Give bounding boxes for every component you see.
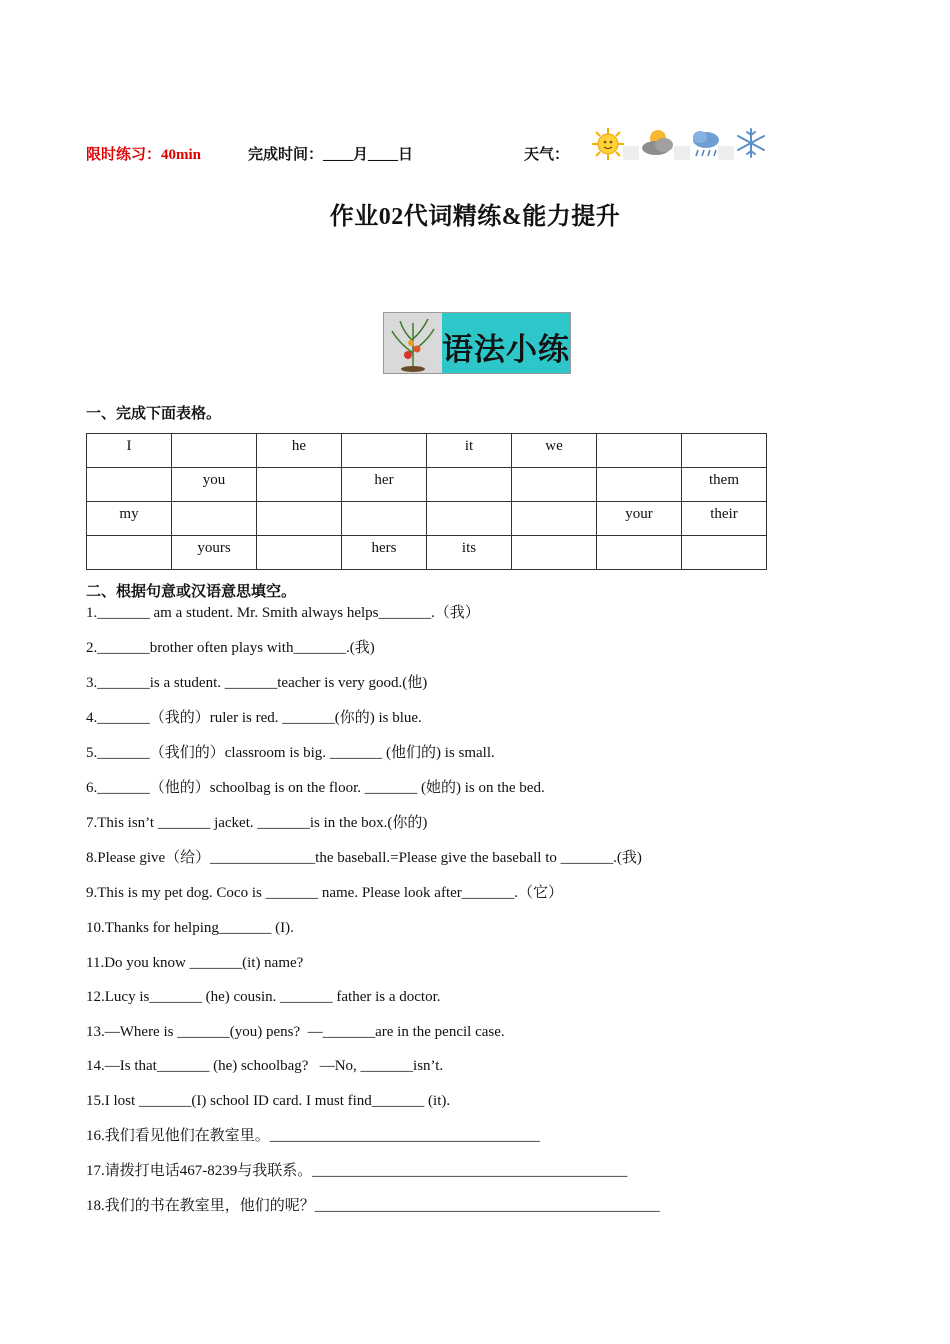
question-item: 1._______ am a student. Mr. Smith always helps_______.（我）: [86, 605, 480, 621]
table-cell[interactable]: [172, 434, 257, 468]
question-item: 15.I lost _______(I) school ID card. I must find_______ (it).: [86, 1093, 451, 1109]
table-cell[interactable]: [87, 536, 172, 570]
table-cell[interactable]: [257, 468, 342, 502]
table-cell[interactable]: [512, 502, 597, 536]
table-cell[interactable]: [512, 536, 597, 570]
weather-box: [623, 146, 639, 160]
table-cell[interactable]: [257, 502, 342, 536]
partly-cloudy-icon: [638, 126, 678, 162]
question-item: 14.—Is that_______ (he) schoolbag? —No, _______isn’t.: [86, 1058, 444, 1074]
question-item: 10.Thanks for helping_______ (I).: [86, 920, 294, 936]
flower-image: [384, 313, 442, 373]
weather-box: [718, 146, 734, 160]
table-cell[interactable]: [257, 536, 342, 570]
pronoun-table: [86, 433, 767, 570]
weather-label: 天气：: [524, 147, 570, 163]
question-item: 8.Please give（给）______________the baseball.=Please give the baseball to _______.(我): [86, 850, 642, 866]
section1-heading: 一、完成下面表格。: [86, 406, 222, 422]
question-item: 7.This isn’t _______ jacket. _______is in the box.(你的): [86, 815, 428, 831]
question-item: 9.This is my pet dog. Coco is _______ name. Please look after_______.（它）: [86, 885, 564, 901]
table-cell[interactable]: [682, 434, 767, 468]
time-limit: 限时练习：40min: [86, 147, 202, 163]
table-cell[interactable]: my: [87, 502, 172, 536]
question-item: 4._______（我的）ruler is red. _______(你的) is blue.: [86, 710, 422, 726]
table-cell[interactable]: [682, 536, 767, 570]
page-title: 作业02代词精练&能力提升: [329, 204, 621, 230]
sun-icon: [590, 126, 626, 162]
exercise-header: [86, 140, 786, 164]
table-cell[interactable]: [342, 502, 427, 536]
question-item: 3._______is a student. _______teacher is very good.(他): [86, 675, 428, 691]
table-row: [87, 434, 767, 468]
question-item: 12.Lucy is_______ (he) cousin. _______ father is a doctor.: [86, 989, 441, 1005]
table-cell[interactable]: [427, 468, 512, 502]
table-cell[interactable]: [427, 502, 512, 536]
table-cell[interactable]: yours: [172, 536, 257, 570]
table-cell[interactable]: its: [427, 536, 512, 570]
banner-text: 语法小练: [442, 313, 570, 373]
table-row: [87, 502, 767, 536]
table-cell[interactable]: hers: [342, 536, 427, 570]
question-item: 6._______（他的）schoolbag is on the floor. _______ (她的) is on the bed.: [86, 780, 545, 796]
question-item: 18.我们的书在教室里，他们的呢？______________________________________________: [86, 1198, 660, 1214]
table-cell[interactable]: you: [172, 468, 257, 502]
snowflake-icon: [734, 126, 768, 160]
question-item: 16.我们看见他们在教室里。____________________________________: [86, 1128, 540, 1144]
table-cell[interactable]: [597, 434, 682, 468]
table-cell[interactable]: [87, 468, 172, 502]
question-item: 13.—Where is _______(you) pens? —_______are in the pencil case.: [86, 1024, 505, 1040]
table-cell[interactable]: her: [342, 468, 427, 502]
table-cell[interactable]: he: [257, 434, 342, 468]
plant-icon: [384, 313, 442, 373]
table-cell[interactable]: your: [597, 502, 682, 536]
table-cell[interactable]: I: [87, 434, 172, 468]
completion-time: 完成时间：____月____日: [248, 147, 414, 163]
question-item: 17.请拨打电话467-8239与我联系。__________________________________________: [86, 1163, 628, 1179]
question-item: 11.Do you know _______(it) name?: [86, 955, 304, 971]
table-row: [87, 468, 767, 502]
question-item: 2._______brother often plays with_______.(我): [86, 640, 375, 656]
table-cell[interactable]: [597, 468, 682, 502]
table-cell[interactable]: [597, 536, 682, 570]
table-cell[interactable]: their: [682, 502, 767, 536]
section2-heading: 二、根据句意或汉语意思填空。: [86, 584, 297, 600]
table-cell[interactable]: them: [682, 468, 767, 502]
table-cell[interactable]: [172, 502, 257, 536]
question-item: 5._______（我们的）classroom is big. _______ (他们的) is small.: [86, 745, 495, 761]
table-cell[interactable]: we: [512, 434, 597, 468]
table-cell[interactable]: [342, 434, 427, 468]
table-cell[interactable]: it: [427, 434, 512, 468]
grammar-banner: [383, 312, 571, 374]
table-cell[interactable]: [512, 468, 597, 502]
table-row: [87, 536, 767, 570]
